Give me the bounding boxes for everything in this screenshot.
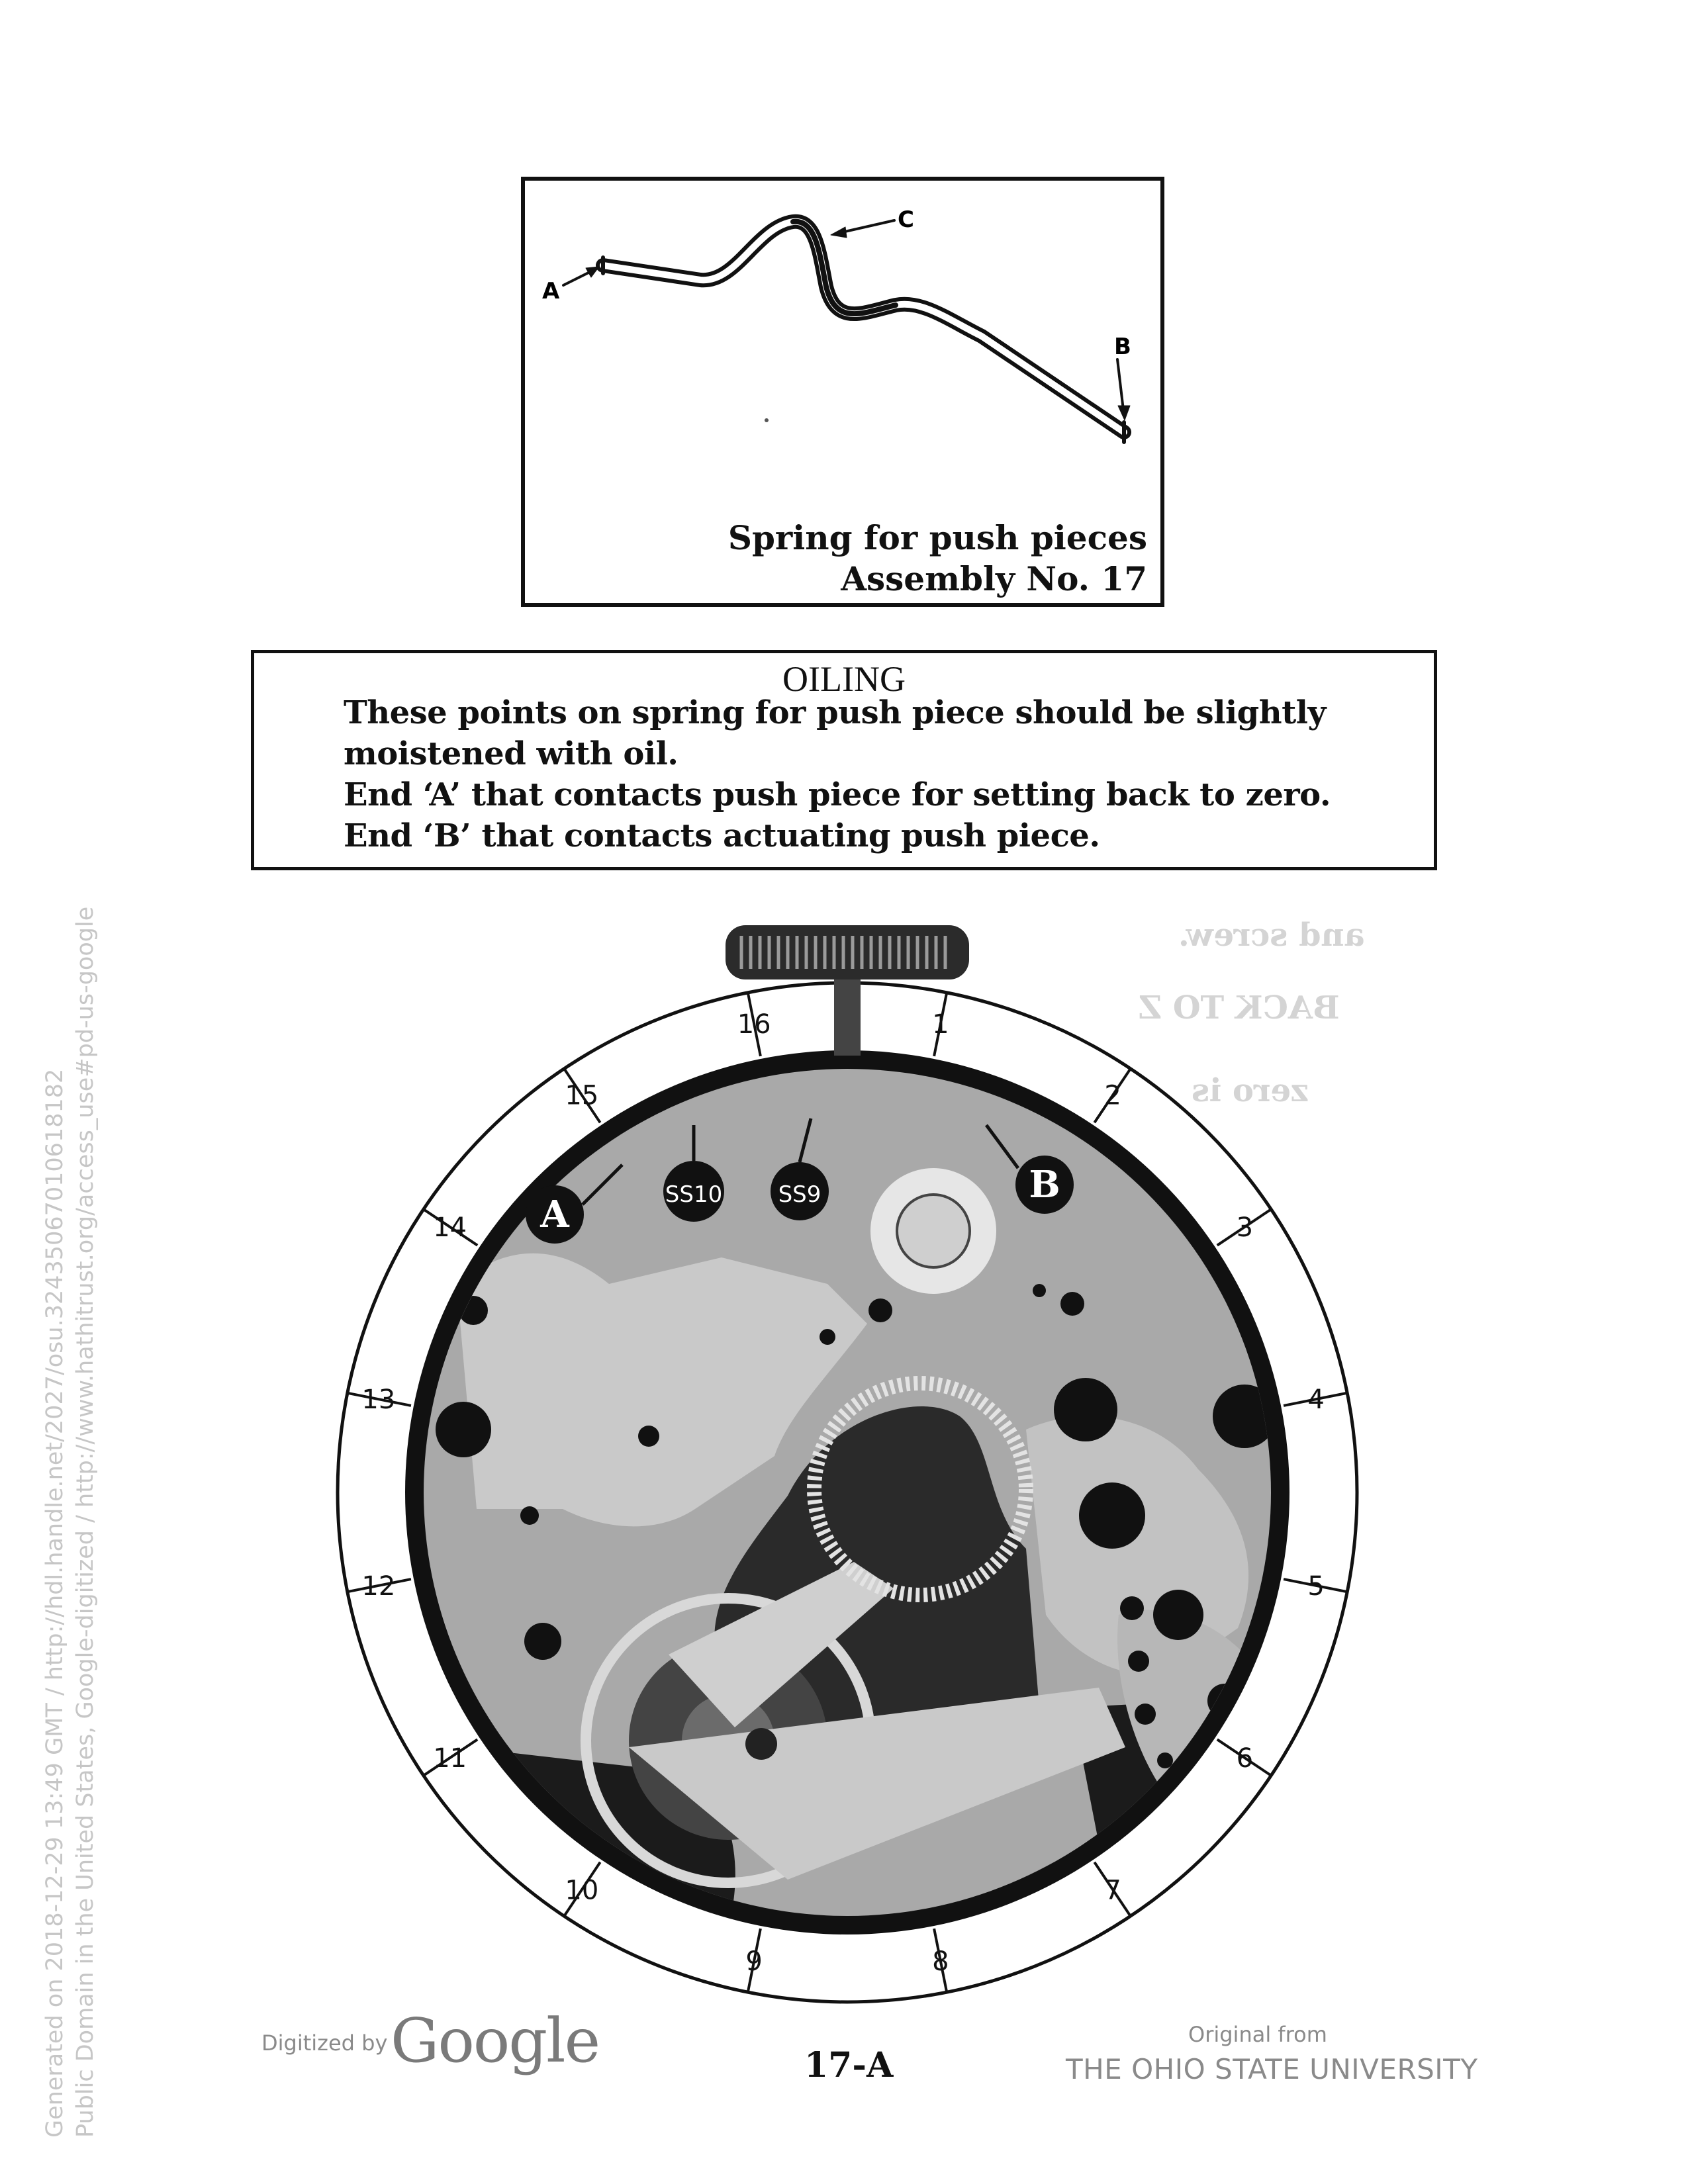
spring-figure-box: [521, 177, 1164, 607]
watermark-line-1: Generated on 2018-12-29 13:49 GMT / http://hdl.handle.net/2027/osu.32435067010618182: [42, 1068, 68, 2138]
watch-movement-figure: [324, 913, 1370, 2012]
oiling-line-1: These points on spring for push piece should be slightly: [344, 694, 1326, 731]
university-name: THE OHIO STATE UNIVERSITY: [1066, 2053, 1478, 2085]
dial-number: 13: [361, 1385, 396, 1416]
dial-number: 16: [737, 1009, 771, 1040]
dial-number: 9: [745, 1946, 763, 1978]
dial-number: 2: [1104, 1080, 1121, 1111]
oiling-line-3: End ‘A’ that contacts push piece for setting back to zero.: [344, 776, 1331, 813]
dial-number: 15: [565, 1080, 599, 1111]
oiling-line-2: moistened with oil.: [344, 735, 679, 772]
dial-number: 8: [932, 1946, 949, 1978]
dial-number: 12: [361, 1570, 396, 1602]
dial-number: 5: [1307, 1570, 1325, 1602]
google-logo: Google: [391, 2005, 600, 2076]
page-number: 17-A: [804, 2045, 894, 2085]
dial-number: 10: [565, 1875, 599, 1906]
oiling-title: OILING: [782, 659, 906, 699]
bleed-through-text: BACK TO Z: [1139, 989, 1340, 1026]
svg-text:A: A: [540, 1193, 569, 1236]
bleed-through-text: zero is: [1192, 1072, 1309, 1109]
digitized-by-label: Digitized by: [261, 2030, 388, 2056]
label-a: A: [542, 278, 560, 304]
hathitrust-watermark: [40, 907, 101, 2138]
winding-stem: [834, 976, 861, 1056]
svg-text:SS9: SS9: [778, 1181, 821, 1208]
figure-caption-assembly: Assembly No. 17: [841, 559, 1147, 598]
svg-text:B: B: [1029, 1163, 1060, 1206]
watermark-line-2: Public Domain in the United States, Google-digitized / http://www.hathitrust.org/access_use#pd-us-google: [72, 906, 99, 2138]
dial-number: 6: [1236, 1743, 1254, 1774]
dial-number: 1: [932, 1009, 949, 1040]
label-b: B: [1114, 334, 1131, 360]
bleed-through-text: and screw.: [1178, 917, 1365, 954]
label-c: C: [898, 206, 914, 233]
dial-number: 11: [433, 1743, 467, 1774]
dial-number: 14: [433, 1212, 467, 1243]
dial-number: 4: [1307, 1385, 1325, 1416]
crown: [726, 925, 969, 979]
dial-number: 3: [1236, 1212, 1254, 1243]
oiling-line-4: End ‘B’ that contacts actuating push piece.: [344, 817, 1100, 854]
svg-text:SS10: SS10: [665, 1181, 723, 1208]
dial-number: 7: [1104, 1875, 1121, 1906]
original-from-label: Original from: [1188, 2022, 1327, 2047]
figure-caption-title: Spring for push pieces: [727, 518, 1147, 557]
oiling-box: [251, 650, 1437, 870]
